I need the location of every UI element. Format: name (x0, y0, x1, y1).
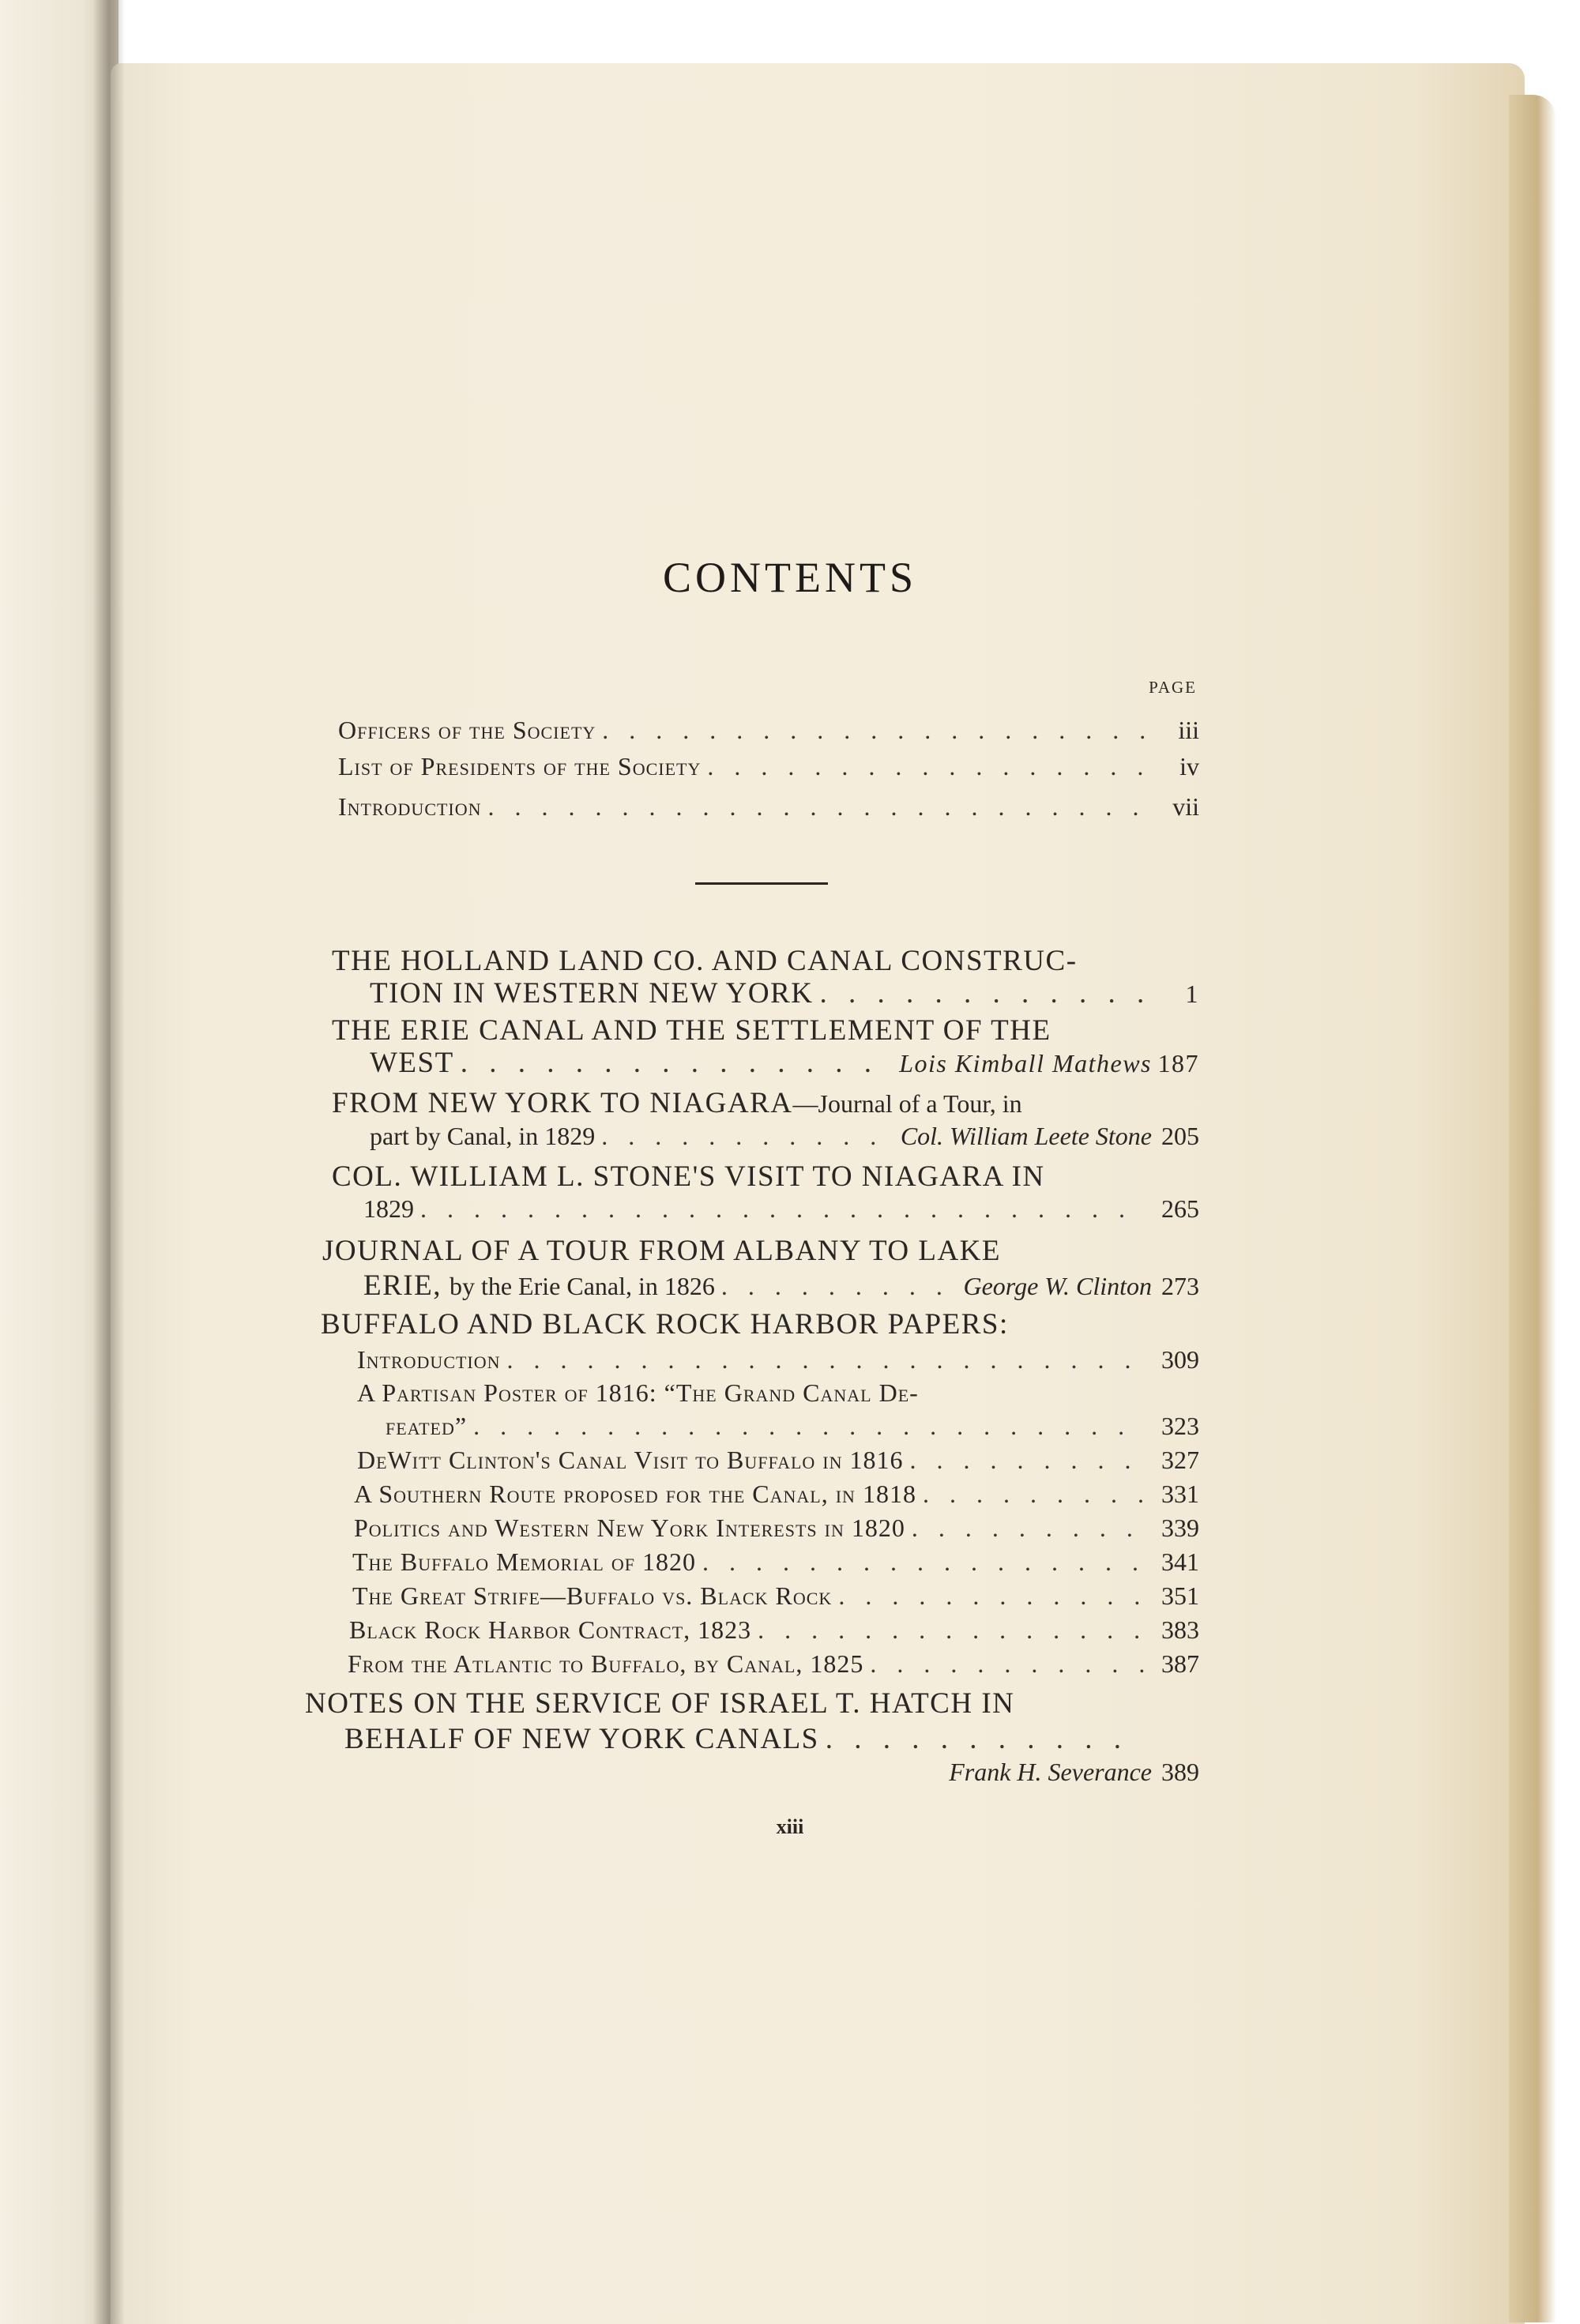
page-title: CONTENTS (663, 554, 917, 601)
toc-entry-author: Frank H. Severance (949, 1758, 1152, 1786)
toc-entry-line: JOURNAL OF A TOUR FROM ALBANY TO LAKE (322, 1235, 1002, 1267)
section-divider (695, 882, 828, 885)
page-column-heading: PAGE (1149, 678, 1197, 697)
toc-subentry (357, 1446, 1199, 1475)
toc-entry-label: BEHALF OF NEW YORK CANALS (344, 1723, 819, 1755)
leader-dots (838, 1581, 1146, 1611)
leader-dots (602, 716, 1146, 745)
toc-entry-author: Lois Kimball Mathews (899, 1049, 1152, 1077)
toc-entry-page: iv (1179, 752, 1199, 780)
toc-entry-line: THE HOLLAND LAND CO. AND CANAL CONSTRUC- (332, 945, 1078, 977)
toc-entry (338, 716, 1199, 745)
toc-entry-label: part by Canal, in 1829 (370, 1122, 596, 1150)
toc-subentry (357, 1345, 1199, 1374)
leader-dots (702, 1547, 1146, 1577)
leader-dots (461, 1046, 893, 1080)
toc-subentry-label: A Southern Route proposed for the Canal, in 1818 (354, 1480, 916, 1508)
leader-dots (912, 1514, 1146, 1543)
toc-entry-label: ERIE, (363, 1269, 442, 1302)
toc-entry-page: 187 (1157, 1049, 1199, 1077)
toc-subentry-label: feated” (386, 1412, 468, 1440)
toc-subentry-label: From the Atlantic to Buffalo, by Canal, 1825 (348, 1649, 864, 1678)
leader-dots (420, 1194, 1146, 1224)
toc-subentry-page: 387 (1161, 1649, 1199, 1678)
toc-entry-page: 389 (1161, 1758, 1199, 1786)
toc-subentry (352, 1581, 1199, 1611)
toc-entry (370, 976, 1199, 1010)
toc-subentry-label: Politics and Western New York Interests in 1820 (354, 1514, 905, 1542)
toc-subentry-page: 383 (1161, 1615, 1199, 1644)
toc-entry-title: FROM NEW YORK TO NIAGARA (332, 1087, 793, 1119)
toc-entry-label: TION IN WESTERN NEW YORK (370, 977, 814, 1010)
toc-entry-line: THE ERIE CANAL AND THE SETTLEMENT OF THE (332, 1014, 1051, 1047)
toc-subentry-label: Black Rock Harbor Contract, 1823 (349, 1615, 752, 1644)
toc-subentry (354, 1514, 1199, 1543)
toc-subentry (386, 1412, 1199, 1441)
toc-entry (363, 1194, 1199, 1224)
toc-subentry (348, 1649, 1199, 1679)
toc-entry (338, 792, 1199, 822)
toc-subentry (352, 1547, 1199, 1577)
leader-dots (870, 1649, 1146, 1679)
leader-dots (707, 752, 1146, 781)
toc-subentry-label: The Great Strife—Buffalo vs. Black Rock (352, 1581, 833, 1610)
toc-entry (790, 1758, 1199, 1787)
toc-entry-page: iii (1178, 716, 1199, 744)
toc-entry-line (332, 1086, 1022, 1120)
leader-dots (507, 1345, 1146, 1374)
toc-section-heading: BUFFALO AND BLACK ROCK HARBOR PAPERS: (321, 1308, 1009, 1341)
toc-subentry-page: 331 (1161, 1480, 1199, 1508)
toc-subentry-page: 323 (1161, 1412, 1199, 1440)
toc-entry-label: Introduction (338, 792, 482, 821)
leader-dots (819, 976, 1146, 1010)
leader-dots (601, 1122, 894, 1151)
toc-entry (363, 1269, 1199, 1303)
toc-entry-page: 265 (1161, 1194, 1199, 1223)
toc-entry-page: vii (1172, 792, 1199, 821)
toc-entry (370, 1046, 1199, 1080)
toc-subentry-label: DeWitt Clinton's Canal Visit to Buffalo in 1816 (357, 1446, 904, 1474)
toc-subentry-line: A Partisan Poster of 1816: “The Grand Canal De- (357, 1378, 919, 1407)
leader-dots (488, 792, 1146, 822)
toc-entry-label: 1829 (363, 1194, 414, 1223)
leader-dots (473, 1412, 1146, 1441)
toc-entry-page: 205 (1161, 1122, 1199, 1150)
toc-entry-author: Col. William Leete Stone (900, 1122, 1152, 1150)
toc-subentry-page: 309 (1161, 1345, 1199, 1374)
page-number: xiii (776, 1815, 804, 1838)
toc-entry-label: List of Presidents of the Society (338, 752, 702, 780)
toc-entry-label-rest: by the Erie Canal, in 1826 (449, 1272, 715, 1300)
toc-entry (370, 1122, 1199, 1151)
leader-dots (923, 1480, 1146, 1509)
toc-entry-subtitle: —Journal of a Tour, in (792, 1089, 1022, 1118)
toc-subentry-label: Introduction (357, 1345, 501, 1374)
toc-subentry (354, 1480, 1199, 1509)
toc-entry-page: 1 (1185, 980, 1199, 1008)
toc-subentry-page: 341 (1161, 1547, 1199, 1576)
toc-subentry-page: 327 (1161, 1446, 1199, 1474)
toc-subentry (349, 1615, 1199, 1645)
toc-entry (344, 1722, 1134, 1756)
toc-subentry-page: 339 (1161, 1514, 1199, 1542)
leader-dots (758, 1615, 1146, 1645)
leader-dots (910, 1446, 1146, 1475)
toc-entry-page: 273 (1161, 1272, 1199, 1300)
toc-entry-line: COL. WILLIAM L. STONE'S VISIT TO NIAGARA IN (332, 1160, 1045, 1193)
leader-dots (826, 1722, 1128, 1756)
toc-subentry-label: The Buffalo Memorial of 1820 (352, 1547, 696, 1576)
toc-entry-label: WEST (370, 1047, 454, 1079)
toc-entry-line: NOTES ON THE SERVICE OF ISRAEL T. HATCH IN (305, 1687, 1015, 1720)
toc-entry-author: George W. Clinton (963, 1272, 1152, 1300)
toc-entry-label: Officers of the Society (338, 716, 596, 744)
toc-subentry-page: 351 (1161, 1581, 1199, 1610)
leader-dots (721, 1272, 957, 1301)
toc-entry (338, 752, 1199, 781)
